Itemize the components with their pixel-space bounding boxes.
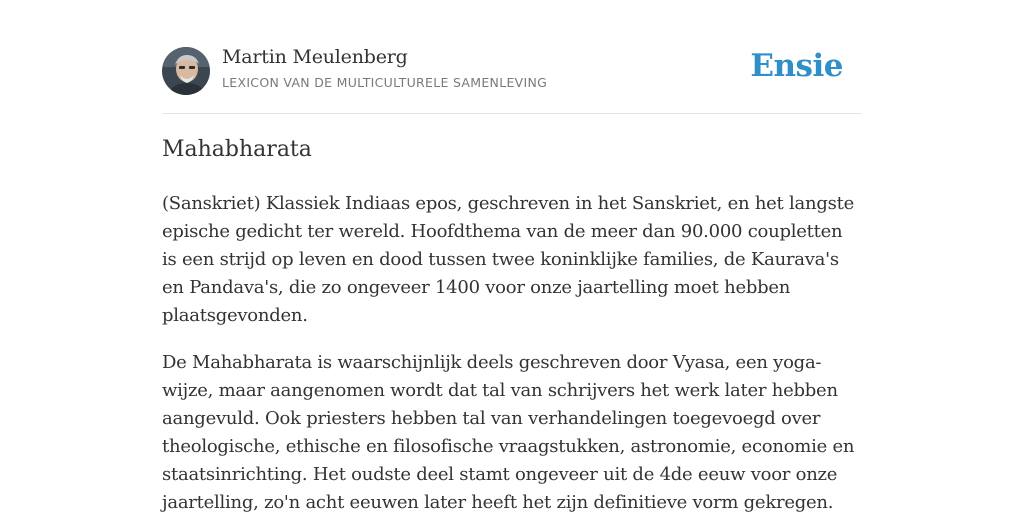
author-portrait-icon xyxy=(162,47,210,95)
ensie-logo[interactable]: Ensie xyxy=(750,48,843,84)
article-paragraph: (Sanskriet) Klassiek Indiaas epos, geschreven in het Sanskriet, en het langste epische gedicht ter wereld. Hoofdthema van de meer dan 90.000 coupletten is een strijd op leven en dood tussen twee koninklijke families, de Kaurava's en Pandava's, die zo ongeveer 1400 voor onze jaartelling moet hebben plaatsgevonden. xyxy=(162,193,854,326)
publication-name[interactable]: LEXICON VAN DE MULTICULTURELE SAMENLEVING xyxy=(222,75,548,90)
article-body xyxy=(162,190,862,512)
author-name[interactable]: Martin Meulenberg xyxy=(222,46,408,68)
author-avatar[interactable] xyxy=(162,47,210,95)
article-header xyxy=(162,0,862,114)
article-paragraph: De Mahabharata is waarschijnlijk deels geschreven door Vyasa, een yoga-wijze, maar aangenomen wordt dat tal van schrijvers het werk later hebben aangevuld. Ook priesters hebben tal van verhandelingen toegevoegd over theologische, ethische en filosofische vraagstukken, astronomie, economie en staatsinrichting. Het oudste deel stamt ongeveer uit de 4de eeuw voor onze jaartelling, zo'n acht eeuwen later heeft het zijn definitieve vorm gekregen. xyxy=(162,352,855,512)
article-title: Mahabharata xyxy=(162,137,312,162)
content-container xyxy=(162,0,862,512)
